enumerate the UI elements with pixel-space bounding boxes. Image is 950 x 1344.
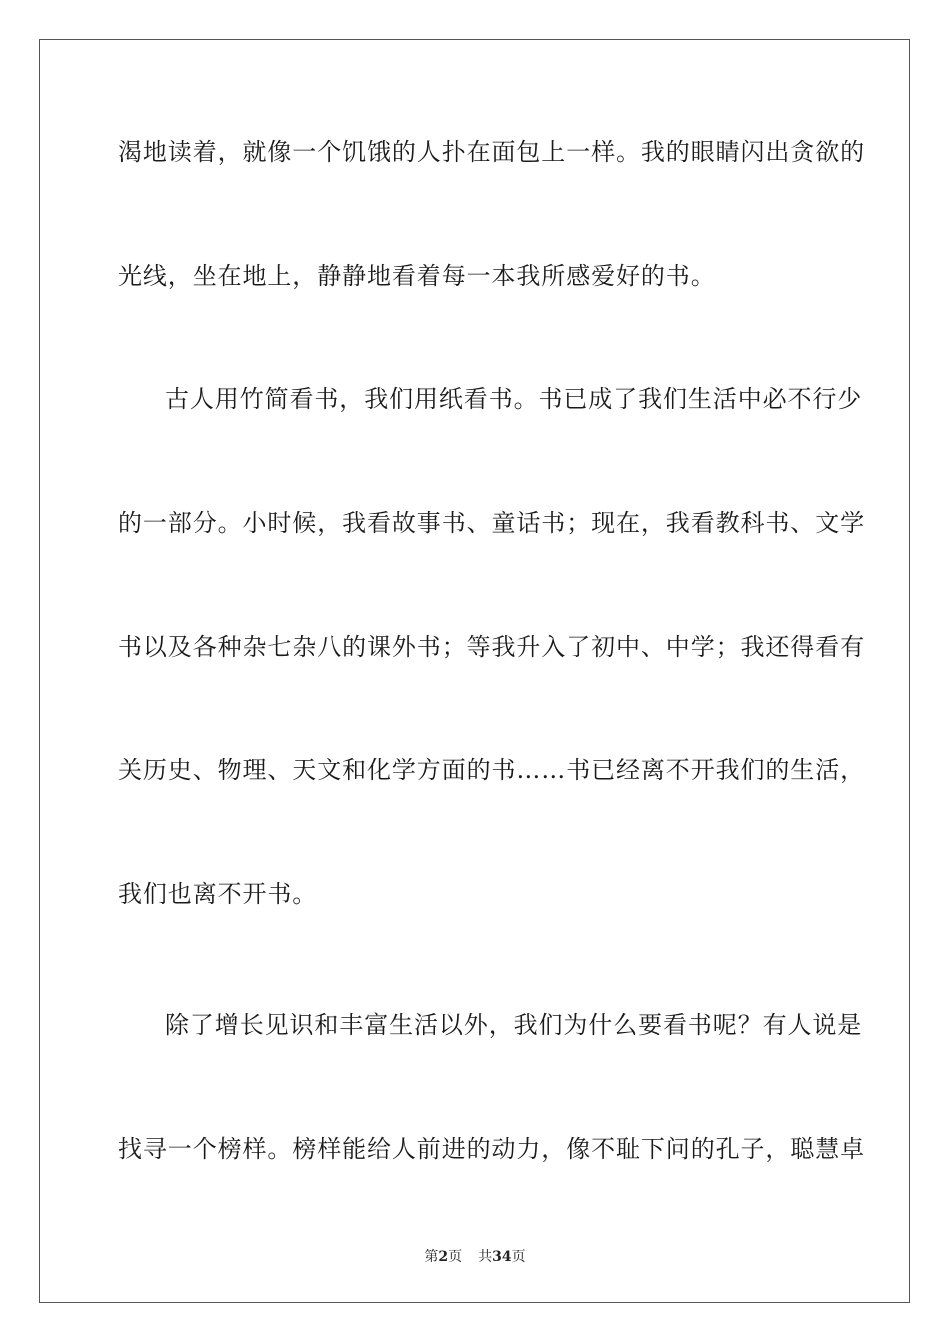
text-line-4: 的一部分。小时候，我看故事书、童话书；现在，我看教科书、文学 (118, 509, 865, 537)
page-frame (39, 39, 910, 1303)
page-footer (0, 1248, 950, 1266)
text-line-9: 找寻一个榜样。榜样能给人前进的动力，像不耻下问的孔子，聪慧卓 (118, 1135, 865, 1163)
text-line-5: 书以及各种杂七杂八的课外书；等我升入了初中、中学；我还得看有 (118, 633, 865, 661)
text-line-2: 光线，坐在地上，静静地看着每一本我所感爱好的书。 (118, 262, 716, 290)
total-suffix: 页 (511, 1249, 526, 1265)
page-number: 2 (438, 1249, 449, 1265)
page-prefix: 第 (424, 1249, 439, 1265)
text-line-1: 渴地读着，就像一个饥饿的人扑在面包上一样。我的眼睛闪出贪欲的 (118, 138, 865, 166)
text-line-6: 关历史、物理、天文和化学方面的书……书已经离不开我们的生活， (118, 756, 865, 784)
total-pages: 34 (492, 1249, 512, 1265)
text-line-8: 除了增长见识和丰富生活以外，我们为什么要看书呢？有人说是 (165, 1011, 863, 1039)
page-suffix: 页 (448, 1249, 463, 1265)
total-prefix: 共 (478, 1249, 493, 1265)
text-line-7: 我们也离不开书。 (118, 880, 318, 908)
text-line-3: 古人用竹简看书，我们用纸看书。书已成了我们生活中必不行少 (165, 385, 863, 413)
